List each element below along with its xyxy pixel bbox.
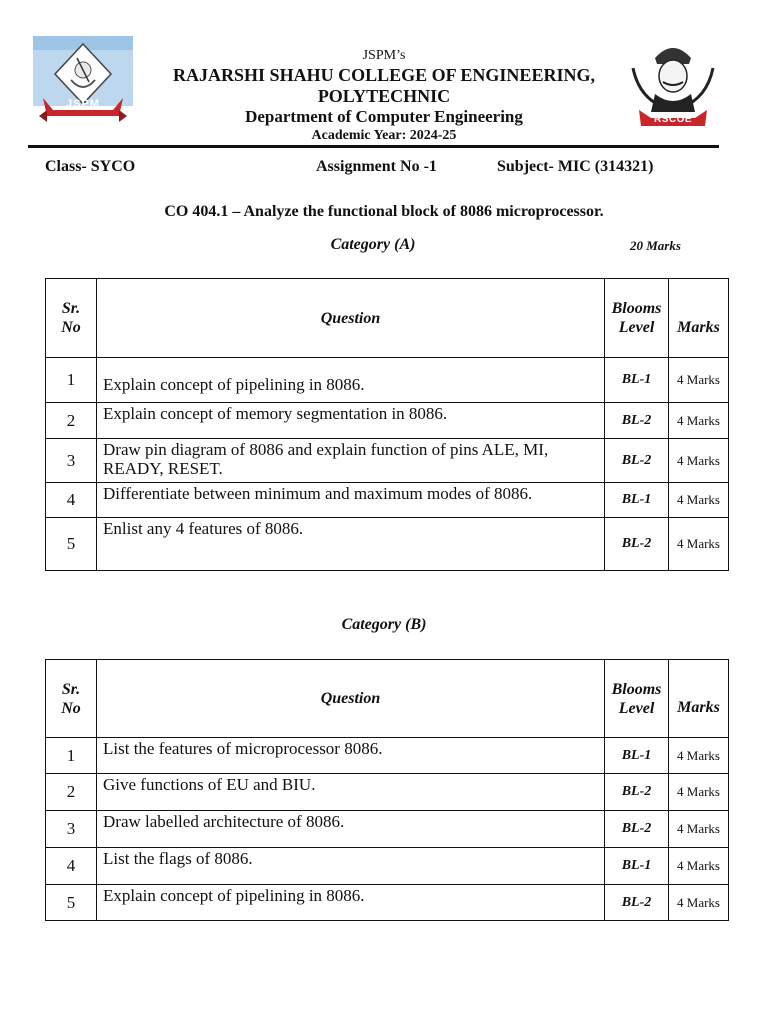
sr-header-line1: Sr.: [61, 680, 81, 698]
rscoe-logo-text: RSCOE: [653, 114, 693, 125]
question-text: Give functions of EU and BIU.: [103, 775, 316, 794]
blooms-cell: BL-2: [605, 774, 669, 811]
sr-cell: 3: [46, 811, 97, 848]
table-row: [46, 811, 729, 848]
sr-header-line1: Sr.: [61, 300, 81, 317]
sr-no-header: [46, 279, 97, 358]
sr-cell: 1: [46, 738, 97, 774]
question-cell: [97, 483, 605, 518]
sr-cell: 2: [46, 403, 97, 439]
table-row: [46, 358, 729, 403]
category-a-title: Category (A): [330, 236, 416, 253]
marks-cell: 4 Marks: [669, 738, 729, 774]
assignment-label: Assignment No -1: [316, 158, 437, 175]
question-text: Draw labelled architecture of 8086.: [103, 812, 345, 831]
marks-header-text: Marks: [677, 319, 720, 336]
blooms-header: [605, 660, 669, 738]
marks-cell: 4 Marks: [669, 848, 729, 885]
blooms-header: [605, 279, 669, 358]
sr-cell: 2: [46, 774, 97, 811]
question-text: Explain concept of pipelining in 8086.: [103, 886, 365, 905]
category-b-title: Category (B): [341, 616, 427, 633]
blooms-cell: BL-2: [605, 518, 669, 571]
question-header: [97, 279, 605, 358]
table-row: [46, 774, 729, 811]
question-text: Explain concept of pipelining in 8086.: [103, 375, 365, 394]
sr-cell: 1: [46, 358, 97, 403]
marks-cell: 4 Marks: [669, 518, 729, 571]
table-row: [46, 738, 729, 774]
question-header-text: Question: [320, 690, 381, 707]
question-text-line1: Draw pin diagram of 8086 and explain function of pins ALE, MI,: [103, 440, 549, 459]
marks-cell: 4 Marks: [669, 358, 729, 403]
question-cell: [97, 518, 605, 571]
blooms-cell: BL-2: [605, 885, 669, 921]
category-a-marks: 20 Marks: [630, 238, 681, 253]
blooms-cell: BL-1: [605, 848, 669, 885]
college-name-line1: RAJARSHI SHAHU COLLEGE OF ENGINEERING,: [173, 65, 595, 85]
marks-cell: 4 Marks: [669, 774, 729, 811]
question-cell: [97, 885, 605, 921]
sr-no-header: [46, 660, 97, 738]
header-divider: [28, 145, 719, 148]
category-a-table: [45, 278, 729, 571]
blooms-header-line2: Level: [618, 319, 655, 336]
sr-cell: 4: [46, 848, 97, 885]
marks-cell: 4 Marks: [669, 439, 729, 483]
blooms-cell: BL-2: [605, 403, 669, 439]
question-cell: [97, 848, 605, 885]
question-cell: [97, 738, 605, 774]
table-row: [46, 403, 729, 439]
sr-cell: 3: [46, 439, 97, 483]
table-row: [46, 848, 729, 885]
course-outcome: CO 404.1 – Analyze the functional block of 8086 microprocessor.: [164, 203, 604, 220]
blooms-cell: BL-1: [605, 738, 669, 774]
question-cell: [97, 774, 605, 811]
table-row: [46, 439, 729, 483]
table-row: [46, 483, 729, 518]
sr-cell: 5: [46, 885, 97, 921]
table-header-row: [46, 279, 729, 358]
marks-header-text: Marks: [677, 698, 720, 716]
sr-cell: 5: [46, 518, 97, 571]
sr-header-line2: No: [61, 699, 81, 717]
org-name: JSPM’s: [362, 48, 406, 63]
subject-label: Subject- MIC (314321): [497, 158, 654, 175]
blooms-header-line2: Level: [618, 699, 655, 717]
department-name: Department of Computer Engineering: [245, 107, 523, 126]
academic-year: Academic Year: 2024-25: [311, 128, 457, 143]
question-text-line2: READY, RESET.: [103, 459, 223, 478]
marks-cell: 4 Marks: [669, 403, 729, 439]
marks-header: [669, 660, 729, 738]
blooms-header-line1: Blooms: [611, 680, 662, 698]
sr-header-line2: No: [61, 319, 81, 336]
blooms-cell: BL-2: [605, 811, 669, 848]
marks-cell: 4 Marks: [669, 811, 729, 848]
question-text: Explain concept of memory segmentation in 8086.: [103, 404, 448, 423]
blooms-cell: BL-1: [605, 358, 669, 403]
marks-cell: 4 Marks: [669, 483, 729, 518]
question-cell: [97, 439, 605, 483]
marks-header: [669, 279, 729, 358]
question-header-text: Question: [320, 309, 381, 327]
table-row: [46, 885, 729, 921]
question-text: Enlist any 4 features of 8086.: [103, 519, 304, 538]
question-text: List the features of microprocessor 8086.: [103, 739, 383, 758]
class-label: Class- SYCO: [45, 158, 136, 175]
sr-cell: 4: [46, 483, 97, 518]
question-text: List the flags of 8086.: [103, 849, 253, 868]
blooms-cell: BL-1: [605, 483, 669, 518]
question-header: [97, 660, 605, 738]
blooms-cell: BL-2: [605, 439, 669, 483]
jspm-logo-text: JSPM: [66, 98, 100, 110]
question-cell: [97, 403, 605, 439]
category-b-table: [45, 659, 729, 921]
marks-cell: 4 Marks: [669, 885, 729, 921]
table-row: [46, 518, 729, 571]
question-cell: [97, 358, 605, 403]
question-cell: [97, 811, 605, 848]
question-text: Differentiate between minimum and maximum modes of 8086.: [103, 484, 533, 503]
college-name-line2: POLYTECHNIC: [317, 86, 451, 106]
blooms-header-line1: Blooms: [611, 300, 662, 317]
table-header-row: [46, 660, 729, 738]
